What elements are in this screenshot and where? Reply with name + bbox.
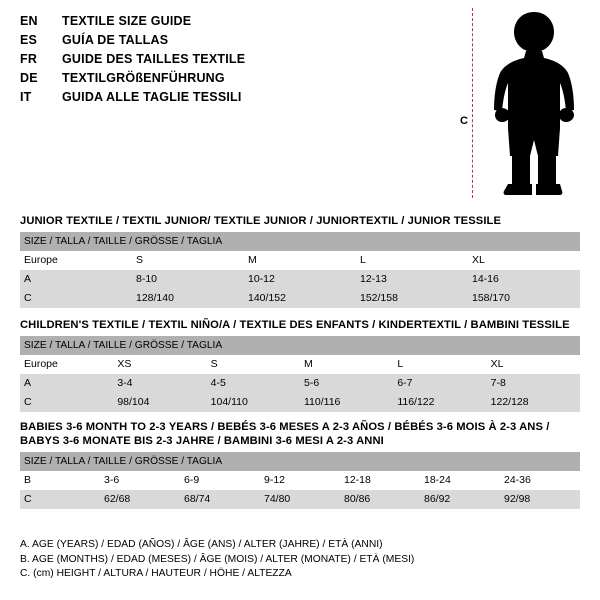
measurement-figure (450, 8, 590, 203)
language-code: IT (20, 90, 32, 104)
cell: M (244, 251, 356, 270)
cell: 104/110 (207, 393, 300, 412)
language-title: GUIDA ALLE TAGLIE TESSILI (62, 90, 242, 104)
cell: 12-13 (356, 270, 468, 289)
table-row (20, 289, 580, 308)
cell: 86/92 (420, 490, 500, 509)
cell: 3-4 (113, 374, 206, 393)
row-label: C (20, 393, 113, 412)
table-row (20, 270, 580, 289)
row-label: B (20, 471, 100, 490)
cell: 18-24 (420, 471, 500, 490)
language-code: ES (20, 33, 38, 47)
cell: 158/170 (468, 289, 580, 308)
cell: XS (113, 355, 206, 374)
cell: L (356, 251, 468, 270)
cell: M (300, 355, 393, 374)
language-title: GUÍA DE TALLAS (62, 33, 169, 47)
cell: 116/122 (393, 393, 486, 412)
legend-line: C. (cm) HEIGHT / ALTURA / HAUTEUR / HÖHE / ALTEZZA (20, 568, 292, 579)
cell: 12-18 (340, 471, 420, 490)
cell: 3-6 (100, 471, 180, 490)
cell: 8-10 (132, 270, 244, 289)
language-title: TEXTILGRÖßENFÜHRUNG (62, 71, 225, 85)
section-title: CHILDREN'S TEXTILE / TEXTIL NIÑO/A / TEXTILE DES ENFANTS / KINDERTEXTIL / BAMBINI TESSILE (20, 319, 570, 331)
legend (20, 538, 580, 582)
cell: 4-5 (207, 374, 300, 393)
cell: 6-9 (180, 471, 260, 490)
table-band-row (20, 232, 580, 251)
band-label: SIZE / TALLA / TAILLE / GRÖSSE / TAGLIA (20, 232, 580, 251)
language-row (20, 90, 440, 109)
row-label: A (20, 374, 113, 393)
cell: 110/116 (300, 393, 393, 412)
cell: 9-12 (260, 471, 340, 490)
table-row (20, 490, 580, 509)
cell: 7-8 (487, 374, 580, 393)
cell: 68/74 (180, 490, 260, 509)
row-label: C (20, 289, 132, 308)
language-title: GUIDE DES TAILLES TEXTILE (62, 52, 246, 66)
cell: 62/68 (100, 490, 180, 509)
cell: L (393, 355, 486, 374)
cell: 122/128 (487, 393, 580, 412)
junior-size-table (20, 232, 580, 308)
height-measure-label: C (460, 115, 468, 127)
language-code: FR (20, 52, 38, 66)
table-row (20, 374, 580, 393)
language-row (20, 33, 440, 52)
cell: 128/140 (132, 289, 244, 308)
cell: 24-36 (500, 471, 580, 490)
cell: 10-12 (244, 270, 356, 289)
cell: S (132, 251, 244, 270)
language-titles (20, 14, 440, 109)
cell: S (207, 355, 300, 374)
row-label: Europe (20, 251, 132, 270)
cell: XL (468, 251, 580, 270)
cell: 5-6 (300, 374, 393, 393)
legend-line: B. AGE (MONTHS) / EDAD (MESES) / ÂGE (MOIS) / ALTER (MONATE) / ETÀ (MESI) (20, 553, 415, 565)
cell: 140/152 (244, 289, 356, 308)
row-label: Europe (20, 355, 113, 374)
band-label: SIZE / TALLA / TAILLE / GRÖSSE / TAGLIA (20, 336, 580, 355)
section-babies-textile (20, 420, 580, 509)
child-silhouette-icon (482, 10, 586, 200)
height-guide-line (472, 8, 473, 198)
table-band-row (20, 452, 580, 471)
cell: 14-16 (468, 270, 580, 289)
band-label: SIZE / TALLA / TAILLE / GRÖSSE / TAGLIA (20, 452, 580, 471)
section-junior-textile (20, 214, 580, 308)
section-title: JUNIOR TEXTILE / TEXTIL JUNIOR/ TEXTILE JUNIOR / JUNIORTEXTIL / JUNIOR TESSILE (20, 215, 502, 227)
language-code: DE (20, 71, 38, 85)
children-size-table (20, 336, 580, 412)
language-row (20, 71, 440, 90)
cell: 74/80 (260, 490, 340, 509)
cell: 152/158 (356, 289, 468, 308)
cell: 92/98 (500, 490, 580, 509)
table-row (20, 355, 580, 374)
section-childrens-textile (20, 318, 580, 412)
section-title: BABIES 3-6 MONTH TO 2-3 YEARS / BEBÉS 3-6 MESES A 2-3 AÑOS / BÉBÉS 3-6 MOIS À 2-3 ANS / BABYS 3-6 MONATE BIS 2-3 JAHRE / BAMBINI 3-6 MESI A 2-3 ANNI (20, 421, 550, 447)
cell: XL (487, 355, 580, 374)
language-title: TEXTILE SIZE GUIDE (62, 14, 192, 28)
table-row (20, 471, 580, 490)
legend-line: A. AGE (YEARS) / EDAD (AÑOS) / ÂGE (ANS) / ALTER (JAHRE) / ETÀ (ANNI) (20, 539, 383, 550)
cell: 98/104 (113, 393, 206, 412)
language-code: EN (20, 14, 38, 28)
cell: 80/86 (340, 490, 420, 509)
table-row (20, 393, 580, 412)
babies-size-table (20, 452, 580, 509)
language-row (20, 52, 440, 71)
row-label: A (20, 270, 132, 289)
table-band-row (20, 336, 580, 355)
row-label: C (20, 490, 100, 509)
language-row (20, 14, 440, 33)
cell: 6-7 (393, 374, 486, 393)
table-row (20, 251, 580, 270)
